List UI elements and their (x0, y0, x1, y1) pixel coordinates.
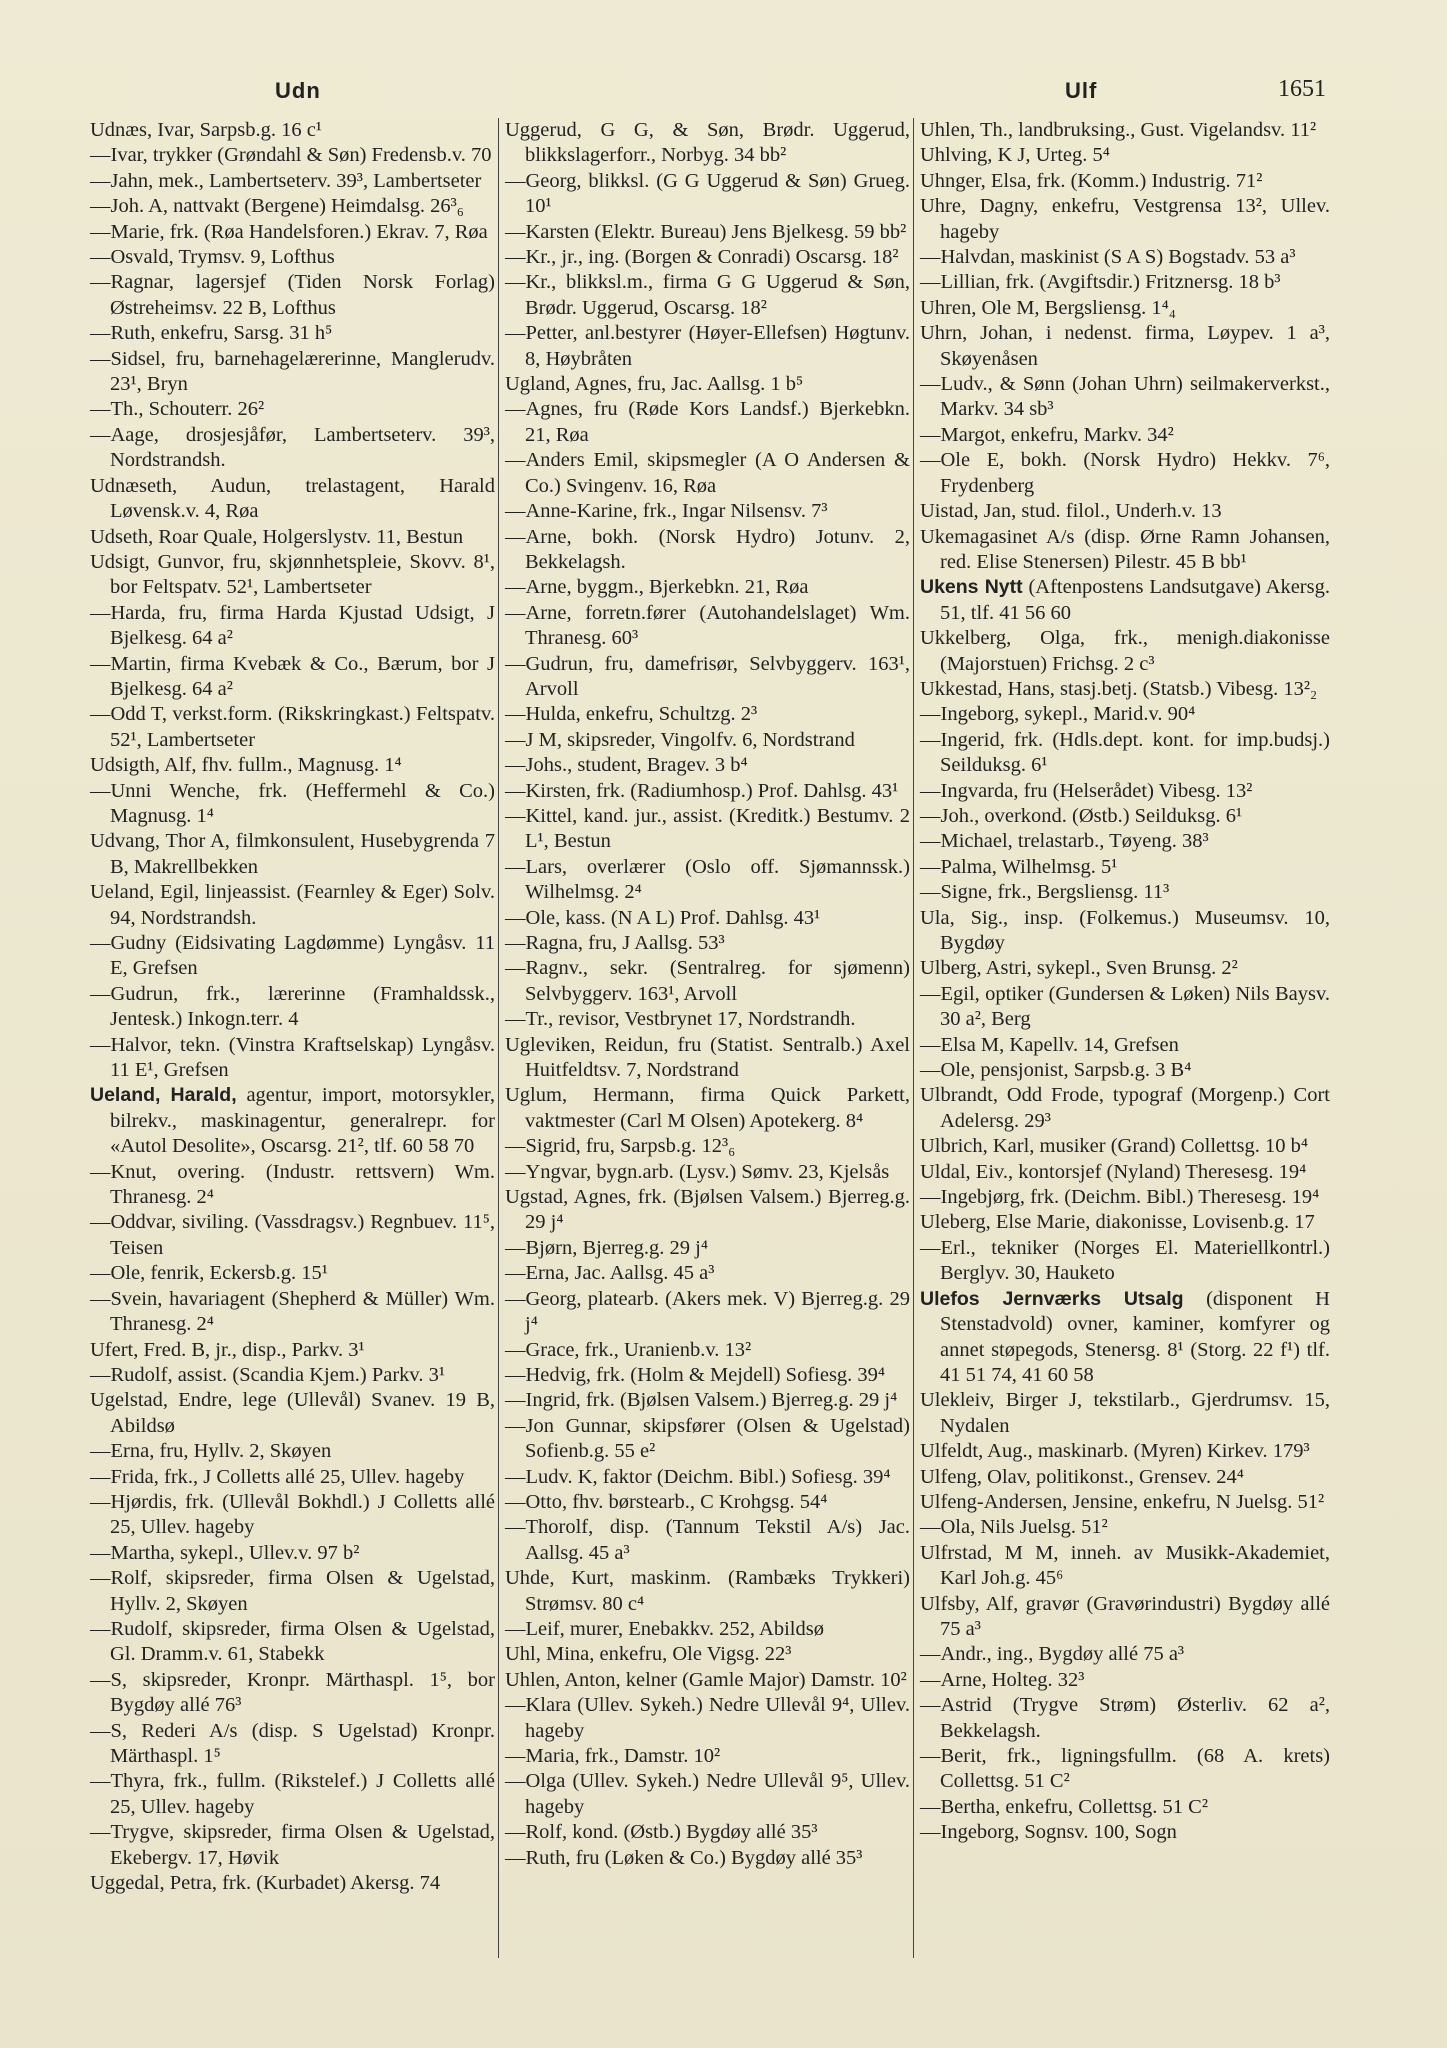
directory-entry (90, 270, 495, 321)
entry-text: —Gudrun, fru, damefrisør, Selvbyggerv. 163¹, Arvoll (505, 652, 910, 700)
directory-entry (505, 499, 910, 524)
entry-text: Uistad, Jan, stud. filol., Underh.v. 13 (920, 500, 1222, 523)
directory-entry (920, 1592, 1330, 1643)
directory-entry (505, 1642, 910, 1667)
column-2 (505, 118, 910, 1871)
entry-text: —Andr., ing., Bygdøy allé 75 a³ (920, 1643, 1185, 1666)
directory-entry (505, 1744, 910, 1769)
entry-text: —Ragnar, lagersjef (Tiden Norsk Forlag) Østreheimsv. 22 B, Lofthus (90, 271, 495, 319)
entry-text: Uglum, Hermann, firma Quick Parkett, vaktmester (Carl M Olsen) Apotekerg. 8⁴ (505, 1084, 910, 1132)
entry-text: —Joh., overkond. (Østb.) Seilduksg. 6¹ (920, 804, 1243, 827)
directory-entry (90, 982, 495, 1033)
directory-entry (920, 1515, 1330, 1540)
entry-text: —Ludv., & Sønn (Johan Uhrn) seilmakerverkst., Markv. 34 sb³ (920, 373, 1330, 421)
directory-entry (920, 1185, 1330, 1210)
directory-entry (920, 1058, 1330, 1083)
directory-entry (920, 1668, 1330, 1693)
entry-text: —Kirsten, frk. (Radiumhosp.) Prof. Dahlsg. 43¹ (505, 779, 899, 802)
entry-text: —Frida, frk., J Colletts allé 25, Ullev. hageby (90, 1465, 465, 1488)
entry-text: —Oddvar, siviling. (Vassdragsv.) Regnbuev. 11⁵, Teisen (90, 1211, 495, 1259)
entry-text: —Svein, havariagent (Shepherd & Müller) Wm. Thranesg. 2⁴ (90, 1287, 495, 1336)
directory-entry (505, 1007, 910, 1032)
directory-entry (920, 499, 1330, 524)
directory-entry (505, 728, 910, 753)
entry-text: Uleberg, Else Marie, diakonisse, Lovisenb.g. 17 (920, 1211, 1315, 1234)
entry-text: —Johs., student, Bragev. 3 b⁴ (505, 754, 748, 777)
entry-text: Udnæseth, Audun, trelastagent, Harald Løvensk.v. 4, Røa (90, 474, 495, 523)
directory-entry (505, 372, 910, 397)
directory-entry (505, 118, 910, 169)
entry-text: Ulberg, Astri, sykepl., Sven Brunsg. 2² (920, 957, 1238, 980)
directory-entry (90, 1465, 495, 1490)
directory-entry (505, 575, 910, 600)
entry-text: —S, Rederi A/s (disp. S Ugelstad) Kronpr. Märthaspl. 1⁵ (90, 1719, 495, 1767)
directory-entry (90, 1490, 495, 1541)
directory-entry (90, 1617, 495, 1668)
entry-text: —Unni Wenche, frk. (Heffermehl & Co.) Magnusg. 1⁴ (90, 779, 495, 827)
entry-text: —Rudolf, skipsreder, firma Olsen & Ugelstad, Gl. Dramm.v. 61, Stabekk (90, 1617, 495, 1666)
entry-text: —Gudrun, frk., lærerinne (Framhaldssk., Jentesk.) Inkogn.terr. 4 (90, 982, 495, 1031)
directory-entry (90, 601, 495, 652)
directory-entry (90, 1338, 495, 1363)
directory-entry (505, 1846, 910, 1871)
entry-text: —Ole, pensjonist, Sarpsb.g. 3 B⁴ (920, 1059, 1192, 1082)
entry-text: —Knut, overing. (Industr. rettsvern) Wm. Thranesg. 2⁴ (90, 1160, 495, 1209)
directory-entry (90, 194, 495, 219)
directory-entry (90, 1719, 495, 1770)
directory-entry (90, 423, 495, 474)
directory-entry (90, 1769, 495, 1820)
entry-text: —Ola, Nils Juelsg. 51² (920, 1516, 1108, 1539)
column-divider (913, 118, 914, 1958)
entry-text: —Lars, overlærer (Oslo off. Sjømannssk.) Wilhelmsg. 2⁴ (505, 855, 910, 904)
directory-entry (505, 1617, 910, 1642)
entry-text: —Rudolf, assist. (Scandia Kjem.) Parkv. 3¹ (90, 1363, 445, 1386)
entry-text: —Ludv. K, faktor (Deichm. Bibl.) Sofiesg. 39⁴ (505, 1465, 891, 1488)
entry-text: —Th., Schouterr. 26² (90, 398, 265, 421)
entry-bold-name: Ulefos Jernværks Utsalg (920, 1287, 1184, 1310)
entry-text: —Ole E, bokh. (Norsk Hydro) Hekkv. 7⁶, Frydenberg (920, 449, 1330, 497)
directory-entry (920, 829, 1330, 854)
directory-entry (920, 448, 1330, 499)
entry-text: —Harda, fru, firma Harda Kjustad Udsigt, J Bjelkesg. 64 a² (90, 601, 495, 650)
entry-text: —Berit, frk., ligningsfullm. (68 A. krets) Collettsg. 51 C² (920, 1745, 1330, 1793)
entry-text: Uggerud, G G, & Søn, Brødr. Uggerud, blikkslagerforr., Norbyg. 34 bb² (505, 119, 910, 167)
directory-entry (505, 1388, 910, 1413)
entry-text: —Bertha, enkefru, Collettsg. 51 C² (920, 1795, 1208, 1818)
directory-entry (90, 880, 495, 931)
directory-entry (505, 1414, 910, 1465)
directory-entry (90, 118, 495, 143)
entry-text: —Arne, Holteg. 32³ (920, 1668, 1085, 1691)
directory-entry (505, 1769, 910, 1820)
directory-entry (505, 245, 910, 270)
column-3 (920, 118, 1330, 1846)
entry-text: —Margot, enkefru, Markv. 34² (920, 423, 1174, 446)
directory-entry (505, 804, 910, 855)
directory-entry (920, 118, 1330, 143)
entry-text: —Agnes, fru (Røde Kors Landsf.) Bjerkebkn. 21, Røa (505, 398, 910, 446)
entry-text: —Trygve, skipsreder, firma Olsen & Ugelstad, Ekebergv. 17, Høvik (90, 1821, 495, 1869)
directory-entry (505, 1820, 910, 1845)
entry-text: Uhre, Dagny, enkefru, Vestgrensa 13², Ullev. hageby (920, 195, 1330, 243)
entry-text: —Jon Gunnar, skipsfører (Olsen & Ugelstad) Sofienb.g. 55 e² (505, 1414, 910, 1463)
directory-entry (920, 1693, 1330, 1744)
directory-entry (920, 779, 1330, 804)
entry-text: —Hjørdis, frk. (Ullevål Bokhdl.) J Colletts allé 25, Ullev. hageby (90, 1490, 495, 1539)
directory-entry (90, 347, 495, 398)
entry-text: —Lillian, frk. (Avgiftsdir.) Fritznersg. 18 b³ (920, 271, 1281, 294)
entry-text: Ulfrstad, M M, inneh. av Musikk-Akademiet, Karl Joh.g. 45⁶ (920, 1541, 1330, 1590)
entry-text: —Grace, frk., Uranienb.v. 13² (505, 1338, 752, 1361)
entry-text: —Klara (Ullev. Sykeh.) Nedre Ullevål 9⁴, Ullev. hageby (505, 1694, 910, 1742)
directory-entry (920, 855, 1330, 880)
entry-text: Uggedal, Petra, frk. (Kurbadet) Akersg. 74 (90, 1872, 441, 1895)
entry-text: —Georg, blikksl. (G G Uggerud & Søn) Grueg. 10¹ (505, 169, 910, 218)
entry-text: Ulfeldt, Aug., maskinarb. (Myren) Kirkev. 179³ (920, 1440, 1310, 1463)
directory-entry (920, 728, 1330, 779)
directory-entry (920, 270, 1330, 295)
entry-text: Udnæs, Ivar, Sarpsb.g. 16 c¹ (90, 119, 322, 141)
directory-entry (90, 1566, 495, 1617)
entry-text: —Ingrid, frk. (Bjølsen Valsem.) Bjerreg.g. 29 j⁴ (505, 1389, 898, 1412)
directory-entry (920, 1388, 1330, 1439)
entry-text: Uldal, Eiv., kontorsjef (Nyland) Theresesg. 19⁴ (920, 1160, 1307, 1183)
directory-entry (90, 779, 495, 830)
header-right-guide-word: Ulf (1065, 78, 1098, 103)
entry-text: —Egil, optiker (Gundersen & Løken) Nils Baysv. 30 a², Berg (920, 982, 1330, 1031)
directory-entry (505, 956, 910, 1007)
entry-text: Uhnger, Elsa, frk. (Komm.) Industrig. 71² (920, 169, 1263, 192)
entry-text: Uhlen, Anton, kelner (Gamle Major) Damstr. 10² (505, 1668, 907, 1691)
entry-text: —Ragnv., sekr. (Sentralreg. for sjømenn) Selvbyggerv. 163¹, Arvoll (505, 957, 910, 1005)
entry-text: —Erna, Jac. Aallsg. 45 a³ (505, 1262, 715, 1285)
entry-text: —Sigrid, fru, Sarpsb.g. 12³₆ (505, 1135, 736, 1158)
entry-text: —Ingebjørg, frk. (Deichm. Bibl.) Theresesg. 19⁴ (920, 1186, 1320, 1209)
entry-text: —Ingeborg, sykepl., Marid.v. 90⁴ (920, 703, 1196, 726)
directory-entry (505, 779, 910, 804)
directory-entry (90, 1541, 495, 1566)
directory-entry (505, 1033, 910, 1084)
directory-entry (920, 1490, 1330, 1515)
directory-entry (505, 1465, 910, 1490)
entry-text: —Sidsel, fru, barnehagelærerinne, Manglerudv. 23¹, Bryn (90, 347, 495, 396)
directory-entry (90, 931, 495, 982)
entry-text: —Rolf, skipsreder, firma Olsen & Ugelstad, Hyllv. 2, Skøyen (90, 1567, 495, 1615)
directory-entry (505, 525, 910, 576)
entry-text: —Petter, anl.bestyrer (Høyer-Ellefsen) Høgtunv. 8, Høybråten (505, 322, 910, 370)
entry-text: —Ruth, fru (Løken & Co.) Bygdøy allé 35³ (505, 1846, 863, 1869)
directory-entry (90, 245, 495, 270)
page-number: 1651 (1278, 76, 1326, 102)
column-1 (90, 118, 495, 1896)
entry-text: —Halvdan, maskinist (S A S) Bogstadv. 53 a³ (920, 246, 1296, 269)
page-header (0, 78, 1447, 114)
entry-text: Ugland, Agnes, fru, Jac. Aallsg. 1 b⁵ (505, 373, 804, 396)
entry-text: —Erna, fru, Hyllv. 2, Skøyen (90, 1440, 332, 1463)
entry-text: —Kittel, kand. jur., assist. (Kreditk.) Bestumv. 2 L¹, Bestun (505, 804, 910, 853)
directory-entry (920, 1744, 1330, 1795)
directory-entry (505, 1490, 910, 1515)
entry-text: Ukemagasinet A/s (disp. Ørne Ramn Johansen, red. Elise Stenersen) Pilestr. 45 B bb¹ (920, 525, 1330, 573)
entry-text: —Kr., blikksl.m., firma G G Uggerud & Søn, Brødr. Uggerud, Oscarsg. 18² (505, 271, 910, 319)
entry-text: —Leif, murer, Enebakkv. 252, Abildsø (505, 1617, 824, 1640)
directory-entry (505, 1338, 910, 1363)
entry-text: Ugelstad, Endre, lege (Ullevål) Svanev. 19 B, Abildsø (90, 1389, 495, 1437)
directory-entry (920, 1465, 1330, 1490)
entry-text: —Gudny (Eidsivating Lagdømme) Lyngåsv. 11 E, Grefsen (90, 932, 495, 980)
directory-entry (90, 1388, 495, 1439)
directory-entry (920, 372, 1330, 423)
entry-text: (Aftenpostens Landsutgave) Akersg. 51, tlf. 41 56 60 (940, 576, 1330, 624)
directory-entry (505, 220, 910, 245)
directory-entry (920, 143, 1330, 168)
entry-text: —Arne, bokh. (Norsk Hydro) Jotunv. 2, Bekkelagsh. (505, 525, 910, 573)
directory-entry (920, 1287, 1330, 1389)
directory-entry (90, 1363, 495, 1388)
directory-entry (505, 1261, 910, 1286)
entry-text: —Karsten (Elektr. Bureau) Jens Bjelkesg. 59 bb² (505, 220, 907, 243)
directory-entry (505, 753, 910, 778)
entry-text: Ukkestad, Hans, stasj.betj. (Statsb.) Vibesg. 13²₂ (920, 677, 1318, 700)
entry-text: —Ingerid, frk. (Hdls.dept. kont. for imp.budsj.) Seilduksg. 6¹ (920, 728, 1330, 777)
entry-text: —Osvald, Trymsv. 9, Lofthus (90, 246, 335, 269)
entry-text: —Ole, fenrik, Eckersb.g. 15¹ (90, 1262, 328, 1285)
directory-entry (505, 652, 910, 703)
directory-entry (505, 1160, 910, 1185)
directory-entry (90, 220, 495, 245)
directory-entry (920, 804, 1330, 829)
entry-text: —Marie, frk. (Røa Handelsforen.) Ekrav. 7, Røa (90, 220, 488, 243)
directory-entry (505, 1185, 910, 1236)
entry-text: —Thyra, frk., fullm. (Rikstelef.) J Colletts allé 25, Ullev. hageby (90, 1770, 495, 1818)
directory-entry (505, 169, 910, 220)
directory-entry (920, 1083, 1330, 1134)
entry-text: Ulfeng, Olav, politikonst., Grensev. 24⁴ (920, 1465, 1244, 1488)
directory-entry (920, 1236, 1330, 1287)
entry-text: —Anders Emil, skipsmegler (A O Andersen & Co.) Svingenv. 16, Røa (505, 449, 910, 497)
entry-text: —Thorolf, disp. (Tannum Tekstil A/s) Jac. Aallsg. 45 a³ (505, 1516, 910, 1564)
directory-entry (920, 1541, 1330, 1592)
entry-text: (disponent H Stenstadvold) ovner, kaminer, komfyrer og annet støpegods, Stenersg. 8¹ (Storg. 22 f¹) tlf. 41 51 74, 41 60 58 (940, 1287, 1330, 1386)
directory-entry (505, 702, 910, 727)
directory-entry (90, 474, 495, 525)
entry-text: —Ruth, enkefru, Sarsg. 31 h⁵ (90, 322, 333, 345)
entry-text: —Bjørn, Bjerreg.g. 29 j⁴ (505, 1236, 709, 1259)
entry-bold-name: Ukens Nytt (920, 576, 1023, 599)
entry-text: Ulekleiv, Birger J, tekstilarb., Gjerdrumsv. 15, Nydalen (920, 1389, 1330, 1437)
directory-entry (920, 956, 1330, 981)
directory-entry (90, 1261, 495, 1286)
entry-text: —Ingeborg, Sognsv. 100, Sogn (920, 1821, 1177, 1844)
directory-entry (920, 906, 1330, 957)
directory-entry (920, 423, 1330, 448)
entry-text: —Signe, frk., Bergsliensg. 11³ (920, 881, 1170, 904)
directory-entry (90, 652, 495, 703)
directory-entry (90, 1083, 495, 1159)
directory-entry (90, 1871, 495, 1896)
directory-entry (920, 982, 1330, 1033)
directory-entry (920, 1642, 1330, 1667)
entry-text: —Otto, fhv. børstearb., C Krohgsg. 54⁴ (505, 1490, 828, 1513)
entry-text: —Halvor, tekn. (Vinstra Kraftselskap) Lyngåsv. 11 E¹, Grefsen (90, 1033, 495, 1082)
directory-entry (90, 550, 495, 601)
directory-entry (90, 1287, 495, 1338)
directory-entry (920, 1160, 1330, 1185)
directory-entry (90, 1820, 495, 1871)
directory-entry (920, 194, 1330, 245)
entry-text: —Astrid (Trygve Strøm) Østerliv. 62 a², Bekkelagsh. (920, 1694, 1330, 1742)
directory-entry (505, 1236, 910, 1261)
entry-text: Ulfeng-Andersen, Jensine, enkefru, N Juelsg. 51² (920, 1490, 1325, 1513)
entry-text: Uhlving, K J, Urteg. 5⁴ (920, 144, 1110, 167)
directory-entry (920, 626, 1330, 677)
entry-text: —Hulda, enkefru, Schultzg. 2³ (505, 703, 758, 726)
entry-text: Ula, Sig., insp. (Folkemus.) Museumsv. 10, Bygdøy (920, 906, 1330, 954)
entry-text: Ulbrandt, Odd Frode, typograf (Morgenp.) Cort Adelersg. 29³ (920, 1084, 1330, 1132)
entry-text: —Olga (Ullev. Sykeh.) Nedre Ullevål 9⁵, Ullev. hageby (505, 1770, 910, 1818)
entry-text: Ufert, Fred. B, jr., disp., Parkv. 3¹ (90, 1338, 365, 1361)
entry-text: —Ivar, trykker (Grøndahl & Søn) Fredensb.v. 70 (90, 144, 492, 167)
entry-text: Udvang, Thor A, filmkonsulent, Husebygrenda 7 B, Makrellbekken (90, 830, 495, 878)
entry-text: —Ingvarda, fru (Helserådet) Vibesg. 13² (920, 779, 1253, 802)
directory-entry (90, 1033, 495, 1084)
entry-text: —Michael, trelastarb., Tøyeng. 38³ (920, 830, 1209, 853)
directory-entry (505, 1287, 910, 1338)
entry-text: —Martin, firma Kvebæk & Co., Bærum, bor J Bjelkesg. 64 a² (90, 652, 495, 700)
directory-entry (920, 245, 1330, 270)
entry-text: Uhde, Kurt, maskinm. (Rambæks Trykkeri) Strømsv. 80 c⁴ (505, 1567, 910, 1615)
entry-text: —Ragna, fru, J Aallsg. 53³ (505, 932, 725, 954)
entry-text: —Odd T, verkst.form. (Rikskringkast.) Feltspatv. 52¹, Lambertseter (90, 703, 495, 751)
directory-entry (505, 1668, 910, 1693)
entry-text: Udsigt, Gunvor, fru, skjønnhetspleie, Skovv. 8¹, bor Feltspatv. 52¹, Lambertseter (90, 550, 495, 599)
entry-text: Ueland, Egil, linjeassist. (Fearnley & Eger) Solv. 94, Nordstrandsh. (90, 881, 495, 929)
entry-text: Ugleviken, Reidun, fru (Statist. Sentralb.) Axel Huitfeldtsv. 7, Nordstrand (505, 1033, 910, 1082)
directory-entry (505, 931, 910, 956)
entry-text: —Rolf, kond. (Østb.) Bygdøy allé 35³ (505, 1821, 818, 1844)
entry-text: Udseth, Roar Quale, Holgerslystv. 11, Bestun (90, 525, 464, 548)
directory-entry (505, 601, 910, 652)
entry-text: Ulbrich, Karl, musiker (Grand) Collettsg. 10 b⁴ (920, 1135, 1309, 1158)
entry-text: Uhren, Ole M, Bergsliensg. 1⁴₄ (920, 296, 1176, 319)
directory-entry (90, 143, 495, 168)
entry-text: Ulfsby, Alf, gravør (Gravørindustri) Bygdøy allé 75 a³ (920, 1592, 1330, 1640)
directory-entry (90, 525, 495, 550)
directory-entry (505, 397, 910, 448)
column-divider (498, 118, 499, 1958)
entry-text: Uhrn, Johan, i nedenst. firma, Løypev. 1 a³, Skøyenåsen (920, 322, 1330, 370)
directory-entry (920, 1210, 1330, 1235)
entry-text: Uhlen, Th., landbruksing., Gust. Vigelandsv. 11² (920, 119, 1317, 141)
directory-entry (90, 753, 495, 778)
directory-entry (920, 321, 1330, 372)
directory-entry (90, 1210, 495, 1261)
entry-text: Uhl, Mina, enkefru, Ole Vigsg. 22³ (505, 1643, 792, 1666)
directory-entry (505, 270, 910, 321)
directory-entry (920, 575, 1330, 626)
entry-text: —Martha, sykepl., Ullev.v. 97 b² (90, 1541, 360, 1564)
directory-entry (920, 1134, 1330, 1159)
directory-entry (920, 677, 1330, 702)
entry-text: —Elsa M, Kapellv. 14, Grefsen (920, 1033, 1179, 1056)
directory-entry (90, 321, 495, 346)
entry-text: —J M, skipsreder, Vingolfv. 6, Nordstrand (505, 728, 855, 751)
directory-entry (920, 1033, 1330, 1058)
directory-entry (505, 448, 910, 499)
entry-text: agentur, import, motorsykler, bilrekv., maskinagentur, generalrepr. for «Autol Desolite», Oscarsg. 21², tlf. 60 58 70 (110, 1084, 495, 1158)
directory-entry (90, 829, 495, 880)
entry-text: —Yngvar, bygn.arb. (Lysv.) Sømv. 23, Kjelsås (505, 1160, 890, 1183)
directory-entry (90, 169, 495, 194)
entry-text: —Tr., revisor, Vestbrynet 17, Nordstrandh. (505, 1008, 856, 1031)
directory-entry (920, 1820, 1330, 1845)
directory-entry (505, 1515, 910, 1566)
directory-entry (505, 1363, 910, 1388)
entry-text: —Palma, Wilhelmsg. 5¹ (920, 855, 1118, 878)
directory-entry (920, 525, 1330, 576)
entry-text: Udsigth, Alf, fhv. fullm., Magnusg. 1⁴ (90, 754, 402, 777)
directory-entry (90, 1439, 495, 1464)
entry-text: —S, skipsreder, Kronpr. Märthaspl. 1⁵, bor Bygdøy allé 76³ (90, 1668, 495, 1717)
entry-text: —Arne, byggm., Bjerkebkn. 21, Røa (505, 576, 809, 599)
directory-entry (505, 1134, 910, 1159)
entry-text: Ukkelberg, Olga, frk., menigh.diakonisse (Majorstuen) Frichsg. 2 c³ (920, 627, 1330, 675)
entry-text: —Joh. A, nattvakt (Bergene) Heimdalsg. 26³₆ (90, 195, 464, 218)
entry-bold-name: Ueland, Harald, (90, 1084, 237, 1107)
entry-text: Ugstad, Agnes, frk. (Bjølsen Valsem.) Bjerreg.g. 29 j⁴ (505, 1186, 910, 1234)
directory-entry (920, 702, 1330, 727)
entry-text: —Erl., tekniker (Norges El. Materiellkontrl.) Berglyv. 30, Hauketo (920, 1236, 1330, 1285)
entry-text: —Hedvig, frk. (Holm & Mejdell) Sofiesg. 39⁴ (505, 1363, 886, 1386)
entry-text: —Kr., jr., ing. (Borgen & Conradi) Oscarsg. 18² (505, 246, 899, 269)
directory-entry (90, 397, 495, 422)
directory-entry (505, 855, 910, 906)
entry-text: —Ole, kass. (N A L) Prof. Dahlsg. 43¹ (505, 906, 821, 929)
directory-entry (90, 1668, 495, 1719)
directory-entry (920, 169, 1330, 194)
directory-entry (505, 321, 910, 372)
entry-text: —Arne, forretn.fører (Autohandelslaget) Wm. Thranesg. 60³ (505, 601, 910, 650)
directory-entry (920, 296, 1330, 321)
directory-entry (505, 906, 910, 931)
header-left-guide-word: Udn (275, 78, 321, 103)
directory-entry (920, 1439, 1330, 1464)
entry-text: —Aage, drosjesjåfør, Lambertseterv. 39³, Nordstrandsh. (90, 423, 495, 472)
directory-entry (505, 1083, 910, 1134)
directory-entry (90, 1160, 495, 1211)
directory-entry (920, 1795, 1330, 1820)
directory-entry (920, 880, 1330, 905)
entry-text: —Jahn, mek., Lambertseterv. 39³, Lambertseter (90, 169, 482, 192)
directory-entry (505, 1566, 910, 1617)
entry-text: —Georg, platearb. (Akers mek. V) Bjerreg.g. 29 j⁴ (505, 1287, 910, 1336)
directory-entry (90, 702, 495, 753)
directory-entry (505, 1693, 910, 1744)
entry-text: —Maria, frk., Damstr. 10² (505, 1745, 721, 1767)
entry-text: —Anne-Karine, frk., Ingar Nilsensv. 7³ (505, 500, 828, 523)
